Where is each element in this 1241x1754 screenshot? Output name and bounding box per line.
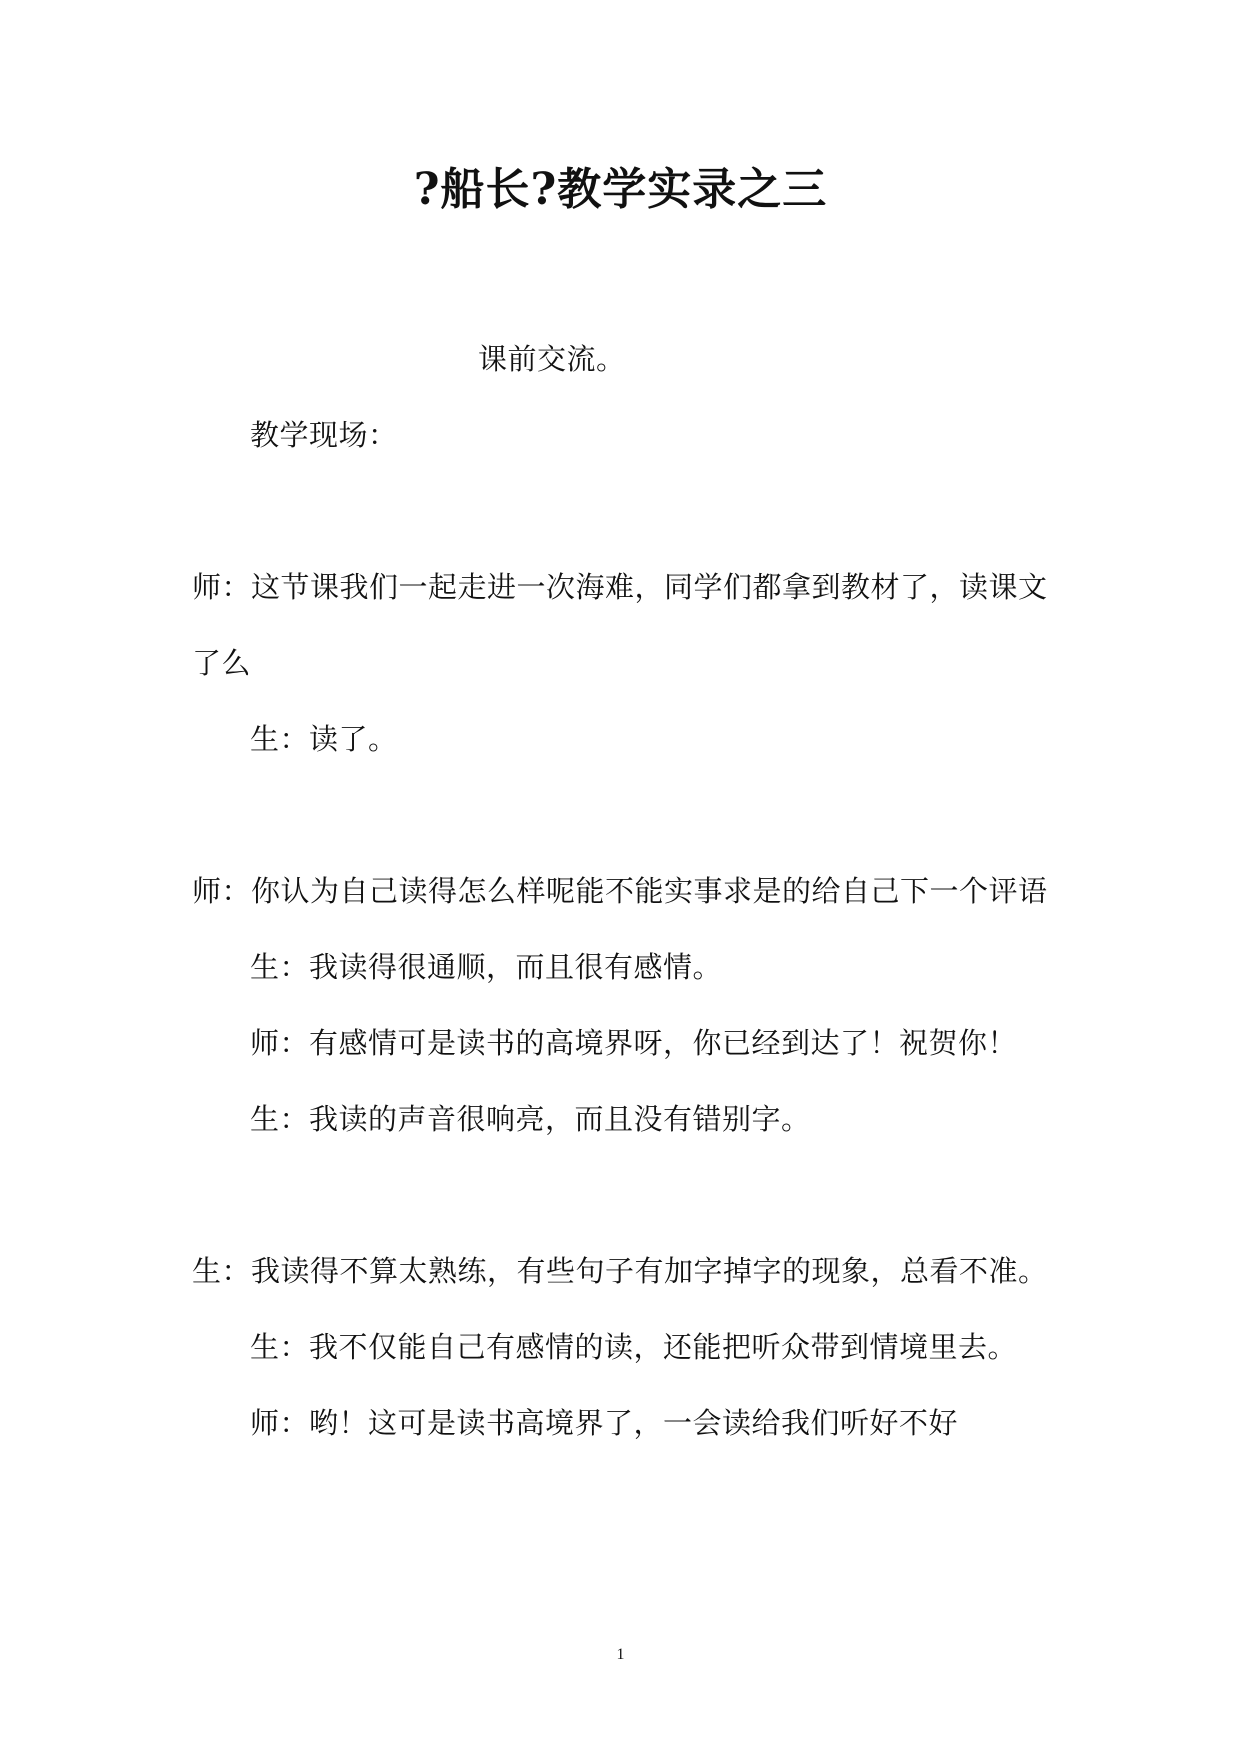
paragraph-line: 生：我读得很通顺，而且很有感情。 <box>250 950 723 984</box>
paragraph-line: 师：哟！这可是读书高境界了，一会读给我们听好不好 <box>250 1406 959 1440</box>
paragraph-line: 师：有感情可是读书的高境界呀，你已经到达了！祝贺你！ <box>250 1026 1018 1060</box>
paragraph-line: 师：这节课我们一起走进一次海难，同学们都拿到教材了，读课文 <box>192 570 1048 604</box>
paragraph-line: 师：你认为自己读得怎么样呢能不能实事求是的给自己下一个评语 <box>192 874 1048 908</box>
paragraph-line: 生：我不仅能自己有感情的读，还能把听众带到情境里去。 <box>250 1330 1018 1364</box>
paragraph-line: 课前交流。 <box>478 342 626 376</box>
document-title: ?船长?教学实录之三 <box>413 164 828 215</box>
page-number: 1 <box>616 1646 625 1663</box>
paragraph-line: 生：读了。 <box>250 722 398 756</box>
paragraph-line: 生：我读的声音很响亮，而且没有错别字。 <box>250 1102 811 1136</box>
paragraph-line: 教学现场： <box>250 418 398 452</box>
paragraph-line: 生：我读得不算太熟练，有些句子有加字掉字的现象，总看不准。 <box>192 1254 1048 1288</box>
paragraph-line: 了么 <box>192 646 252 680</box>
